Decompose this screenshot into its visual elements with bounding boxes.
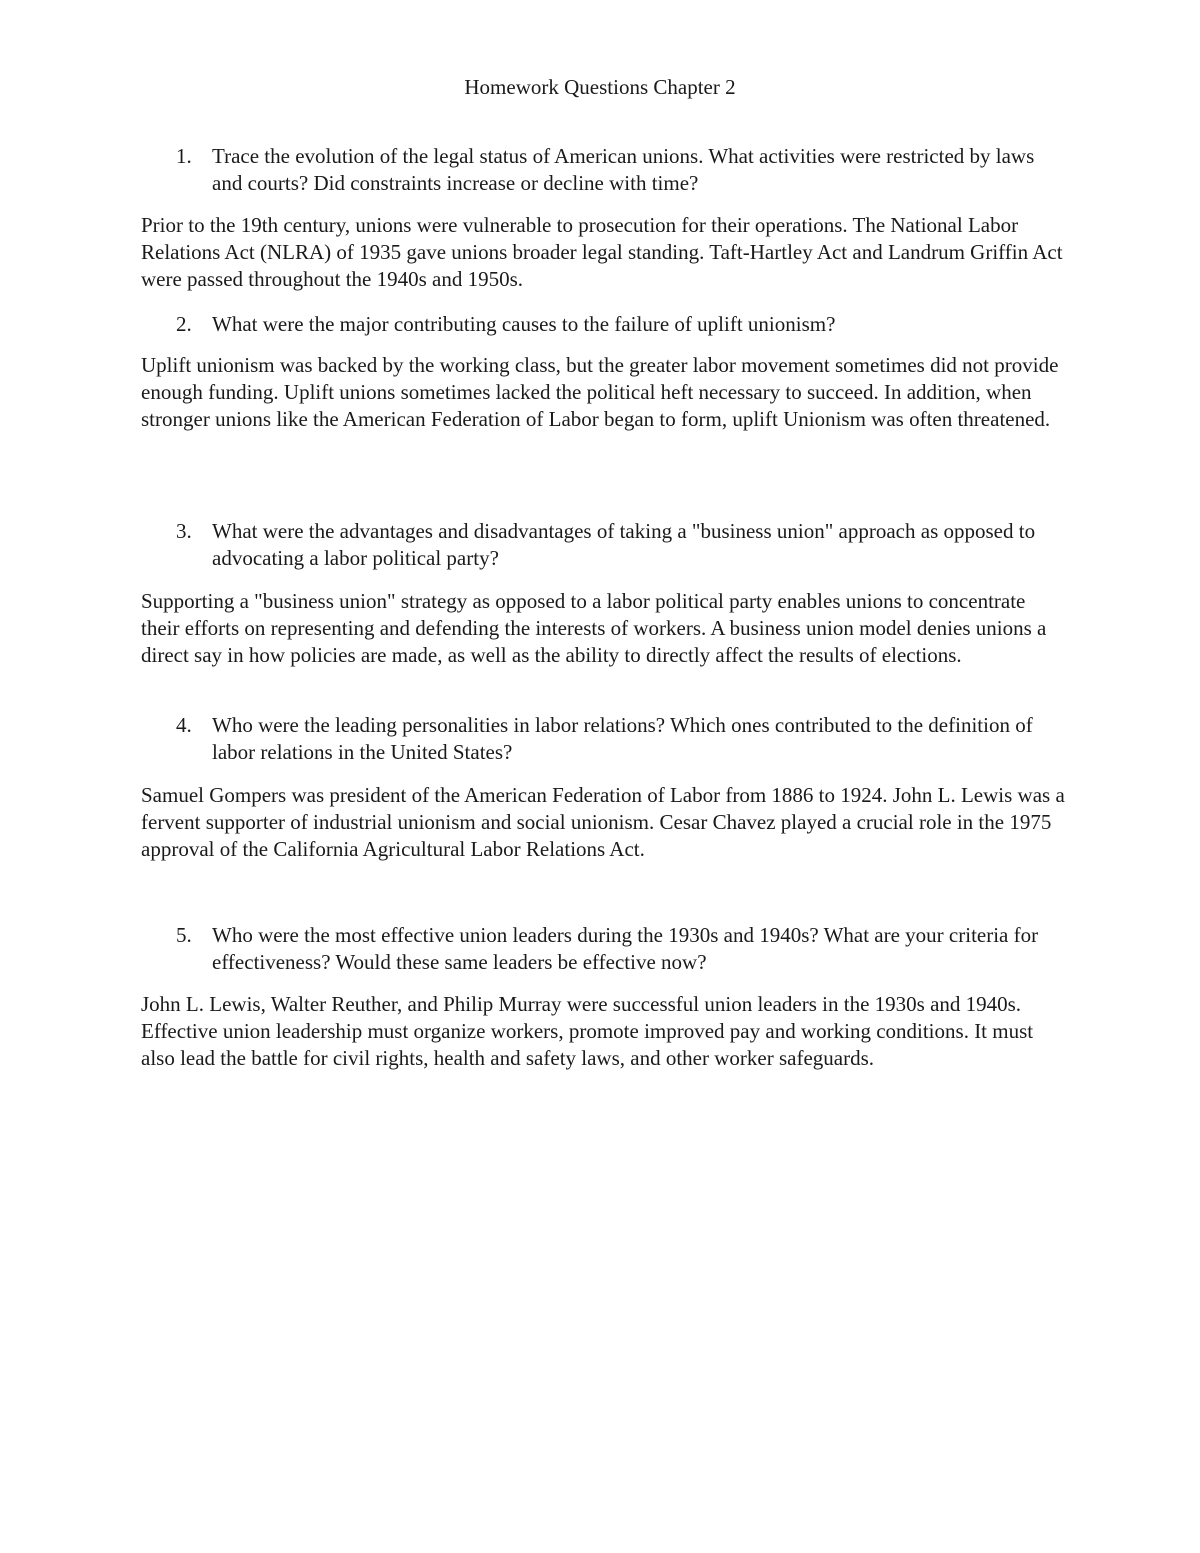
question-text: Who were the leading personalities in labor relations? Which ones contributed to the definition of labor relations in the United States?	[212, 713, 1033, 764]
question-text: Trace the evolution of the legal status of American unions. What activities were restricted by laws and courts? Did constraints increase or decline with time?	[212, 144, 1035, 195]
question-text: Who were the most effective union leaders during the 1930s and 1940s? What are your criteria for effectiveness? Would these same leaders be effective now?	[212, 923, 1039, 974]
answer-5: John L. Lewis, Walter Reuther, and Philip Murray were successful union leaders in the 1930s and 1940s. Effective union leadership must organize workers, promote improved pay and working conditions. It must also lead the battle for civil rights, health and safety laws, and other worker safeguards.	[141, 992, 1034, 1070]
answer-1: Prior to the 19th century, unions were vulnerable to prosecution for their operations. The National Labor Relations Act (NLRA) of 1935 gave unions broader legal standing. Taft-Hartley Act and Landrum Griffin Act were passed throughout the 1940s and 1950s.	[141, 213, 1063, 291]
question-number: 3.	[176, 519, 192, 543]
question-number: 5.	[176, 923, 192, 947]
question-2	[176, 311, 1066, 338]
question-1	[176, 143, 1066, 197]
question-number: 1.	[176, 144, 192, 168]
question-text: What were the major contributing causes to the failure of uplift unionism?	[212, 312, 836, 336]
question-5	[176, 922, 1066, 976]
document-title: Homework Questions Chapter 2	[464, 75, 736, 99]
question-3	[176, 518, 1066, 572]
answer-4: Samuel Gompers was president of the American Federation of Labor from 1886 to 1924. John L. Lewis was a fervent supporter of industrial unionism and social unionism. Cesar Chavez played a crucial role in the 1975 approval of the California Agricultural Labor Relations Act.	[141, 783, 1065, 861]
answer-2: Uplift unionism was backed by the working class, but the greater labor movement sometimes did not provide enough funding. Uplift unions sometimes lacked the political heft necessary to succeed. In addition, when stronger unions like the American Federation of Labor began to form, uplift Unionism was often threatened.	[141, 353, 1059, 431]
question-text: What were the advantages and disadvantages of taking a "business union" approach as opposed to advocating a labor political party?	[212, 519, 1036, 570]
answer-3: Supporting a "business union" strategy as opposed to a labor political party enables unions to concentrate their efforts on representing and defending the interests of workers. A business union model denies unions a direct say in how policies are made, as well as the ability to directly affect the results of elections.	[141, 589, 1047, 667]
question-4	[176, 712, 1066, 766]
question-number: 4.	[176, 713, 192, 737]
question-number: 2.	[176, 312, 192, 336]
